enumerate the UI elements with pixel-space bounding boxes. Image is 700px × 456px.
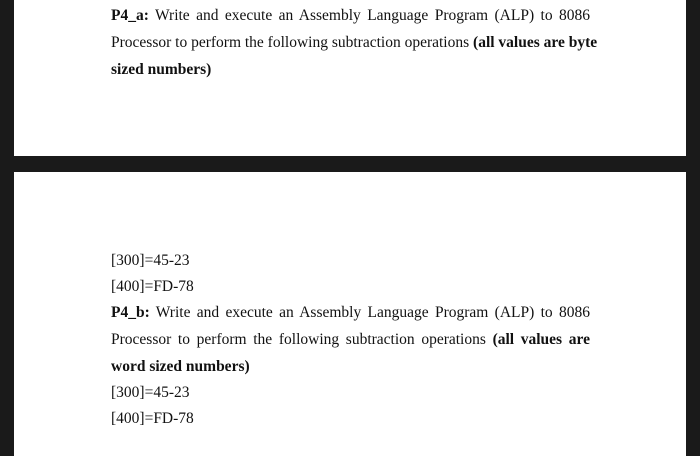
problem-a-text-2: Processor to perform the following subtraction operations	[111, 34, 474, 51]
problem-a-line-3	[111, 61, 590, 79]
problem-b-text-2: Processor to perform the following subtraction operations	[111, 331, 493, 348]
problem-b-line-2	[111, 331, 590, 349]
data-b-line-1: [300]=45-23	[111, 384, 190, 401]
problem-b-line-1	[111, 304, 590, 322]
problem-b-text-1: Write and execute an Assembly Language Program (ALP) to 8086	[149, 304, 590, 321]
document-page-bottom	[14, 172, 686, 456]
problem-b-bold-3: word sized numbers)	[111, 358, 250, 375]
problem-b-bold-2: (all values are	[492, 331, 590, 348]
problem-a-line-1	[111, 7, 590, 25]
problem-a-text-1: Write and execute an Assembly Language Program (ALP) to 8086	[148, 7, 590, 24]
problem-a-label: P4_a:	[111, 7, 149, 24]
problem-a-line-2	[111, 34, 598, 52]
data-a-line-1: [300]=45-23	[111, 252, 190, 269]
data-a-line-2: [400]=FD-78	[111, 278, 194, 295]
document-page-top	[14, 0, 686, 156]
problem-b-label: P4_b:	[111, 304, 150, 321]
problem-b-line-3	[111, 358, 590, 376]
data-b-line-2: [400]=FD-78	[111, 410, 194, 427]
problem-a-bold-3: sized numbers)	[111, 61, 212, 78]
problem-a-bold-2: (all values are byte	[473, 34, 598, 51]
